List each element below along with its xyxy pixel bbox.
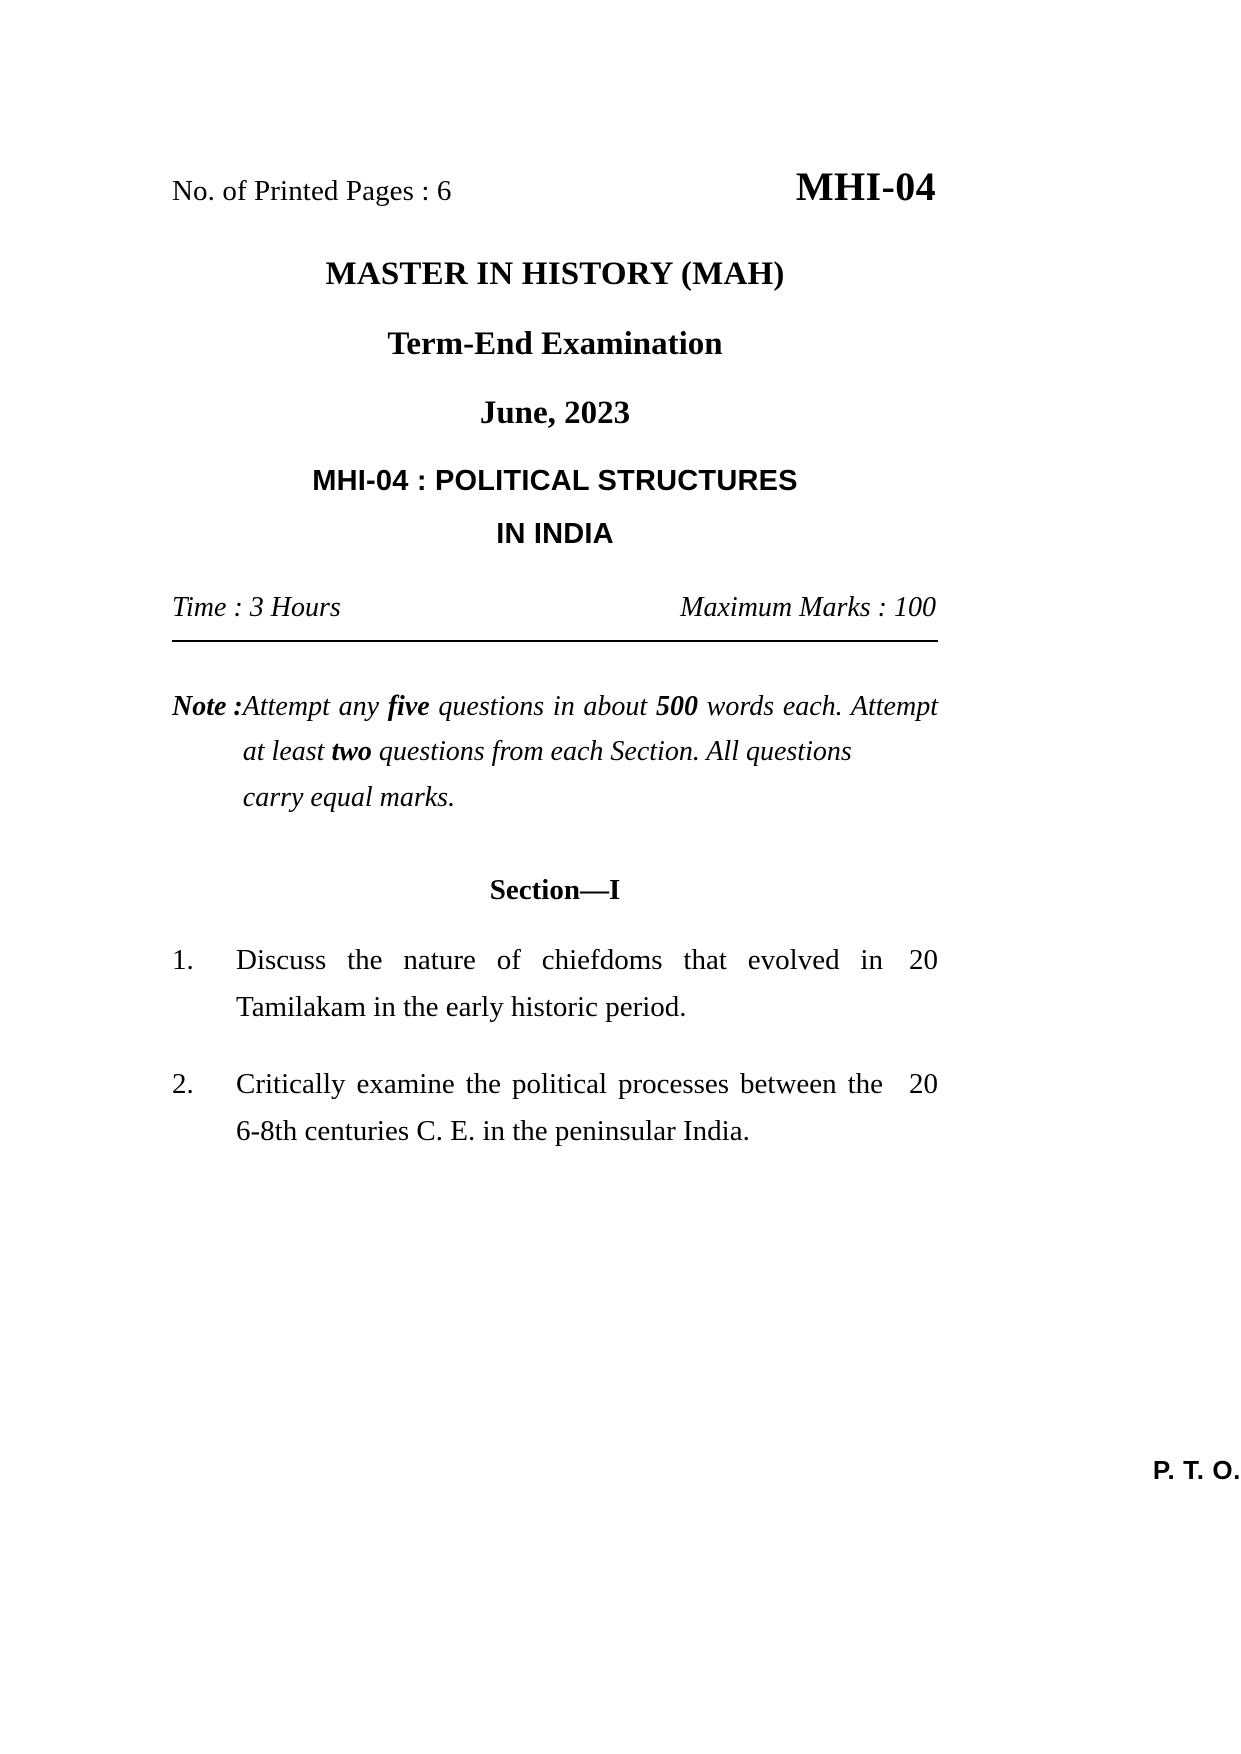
printed-pages-label: No. of Printed Pages : 6 <box>172 175 452 207</box>
page-turn-over-label: P. T. O. <box>1152 1455 1241 1485</box>
header-divider <box>172 640 938 642</box>
page-content <box>172 0 938 1155</box>
paper-title-line-2: IN INDIA <box>496 518 614 550</box>
exam-session: June, 2023 <box>479 395 631 431</box>
note-text-part-1: Attempt any <box>242 691 388 722</box>
note-text <box>243 684 938 820</box>
programme-title: MASTER IN HISTORY (MAH) <box>325 256 785 292</box>
question-number: 1. <box>172 944 194 977</box>
question-text: Discuss the nature of chiefdoms that evolved in Tamilakam in the early historic period. <box>236 944 883 1024</box>
page-header <box>172 163 938 210</box>
question-marks: 20 <box>909 944 938 977</box>
question-number: 2. <box>172 1068 194 1101</box>
note-emphasis-500: 500 <box>655 691 698 722</box>
instructions-note <box>172 684 938 820</box>
exam-meta-row <box>172 592 938 624</box>
note-text-part-3: words each. Attempt at least <box>242 691 938 768</box>
course-code: MHI-04 <box>795 164 936 209</box>
note-text-part-4: questions from each Section. All questions <box>371 736 852 768</box>
time-allowed: Time : 3 Hours <box>172 592 341 623</box>
note-emphasis-two: two <box>331 736 372 768</box>
paper-title-line-1: MHI-04 : POLITICAL STRUCTURES <box>312 465 798 497</box>
exam-type: Term-End Examination <box>387 326 723 362</box>
question-body <box>236 1061 938 1155</box>
note-emphasis-five: five <box>387 691 430 722</box>
question-marks: 20 <box>909 1068 938 1101</box>
question-body <box>236 937 938 1031</box>
section-heading: Section—I <box>489 874 621 907</box>
note-label: Note : <box>172 691 243 722</box>
question-text: Critically examine the political processes between the 6-8th centuries C. E. in the peninsular India. <box>236 1068 883 1147</box>
maximum-marks: Maximum Marks : 100 <box>680 592 936 623</box>
question-item <box>172 1061 938 1155</box>
note-text-part-5: carry equal marks. <box>242 781 456 813</box>
note-text-part-2: questions in about <box>429 691 656 722</box>
question-item <box>172 937 938 1031</box>
title-block <box>172 256 938 551</box>
